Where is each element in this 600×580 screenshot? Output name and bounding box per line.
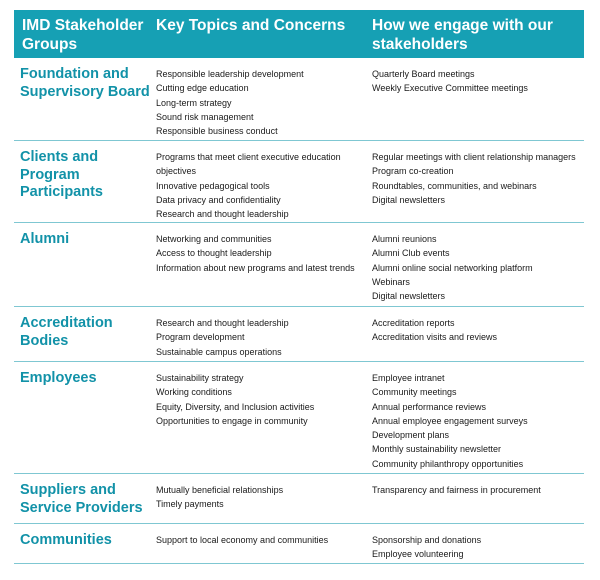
topic-item: Programs that meet client executive education objectives [156, 152, 341, 177]
engagement-list [370, 307, 584, 361]
engagement-item: Program co-creation [372, 166, 454, 177]
table-row [14, 307, 584, 362]
header-key-topics: Key Topics and Concerns [156, 17, 346, 34]
topic-item: Research and thought leadership [156, 318, 289, 328]
topic-item: Equity, Diversity, and Inclusion activities [156, 401, 315, 412]
engagement-item: Employee volunteering [372, 549, 464, 560]
topic-item: Networking and communities [156, 234, 272, 244]
stakeholder-group-name: Accreditation Bodies [20, 315, 113, 349]
engagement-item: Accreditation visits and reviews [372, 332, 498, 343]
table-row [14, 524, 584, 564]
table-row [14, 474, 584, 524]
stakeholder-table [14, 10, 584, 564]
topic-item: Cutting edge education [156, 83, 249, 94]
engagement-item: Annual performance reviews [372, 401, 487, 412]
engagement-item: Transparency and fairness in procurement [372, 485, 541, 495]
engagement-item: Alumni online social networking platform [372, 262, 533, 273]
table-row [14, 58, 584, 141]
table-row [14, 223, 584, 307]
engagement-item: Digital newsletters [372, 194, 446, 205]
stakeholder-group-name: Clients and Program Participants [20, 149, 103, 200]
topics-list [154, 362, 370, 473]
topic-item: Sound risk management [156, 111, 254, 122]
topics-list [154, 524, 370, 563]
topic-item: Responsible business conduct [156, 126, 278, 137]
engagement-item: Annual employee engagement surveys [372, 415, 528, 426]
engagement-item: Employee intranet [372, 373, 445, 383]
topic-item: Access to thought leadership [156, 248, 272, 259]
engagement-item: Community meetings [372, 387, 457, 398]
topics-list [154, 474, 370, 523]
topic-item: Responsible leadership development [156, 69, 304, 79]
table-header [14, 10, 584, 58]
topic-item: Sustainable campus operations [156, 346, 282, 357]
engagement-item: Roundtables, communities, and webinars [372, 180, 537, 191]
engagement-item: Webinars [372, 276, 410, 287]
stakeholder-group-name: Alumni [20, 231, 70, 247]
engagement-item: Quarterly Board meetings [372, 69, 475, 79]
table-row [14, 141, 584, 223]
engagement-list [370, 362, 584, 473]
engagement-item: Regular meetings with client relationship managers [372, 152, 576, 162]
stakeholder-group-name: Employees [20, 370, 97, 386]
stakeholder-group-name: Communities [20, 532, 112, 548]
engagement-list [370, 474, 584, 523]
stakeholder-group-name: Suppliers and Service Providers [20, 482, 143, 516]
topic-item: Long-term strategy [156, 97, 232, 108]
engagement-list [370, 223, 584, 306]
topics-list [154, 58, 370, 140]
engagement-list [370, 58, 584, 140]
header-stakeholder-groups: IMD Stakeholder Groups [22, 17, 144, 53]
topic-item: Support to local economy and communities [156, 535, 329, 545]
topics-list [154, 223, 370, 306]
engagement-item: Monthly sustainability newsletter [372, 444, 502, 455]
topics-list [154, 307, 370, 361]
engagement-item: Alumni reunions [372, 234, 437, 244]
table-row [14, 362, 584, 474]
topic-item: Working conditions [156, 387, 232, 398]
engagement-item: Sponsorship and donations [372, 535, 482, 545]
engagement-list [370, 141, 584, 222]
header-engagement: How we engage with our stakeholders [372, 17, 553, 53]
engagement-item: Digital newsletters [372, 291, 446, 302]
topic-item: Opportunities to engage in community [156, 415, 308, 426]
topic-item: Sustainability strategy [156, 373, 244, 383]
topic-item: Research and thought leadership [156, 209, 289, 220]
topic-item: Innovative pedagogical tools [156, 180, 270, 191]
topic-item: Information about new programs and latest trends [156, 262, 355, 273]
topic-item: Timely payments [156, 499, 224, 510]
engagement-item: Accreditation reports [372, 318, 455, 328]
engagement-item: Community philanthropy opportunities [372, 458, 524, 469]
topic-item: Mutually beneficial relationships [156, 485, 284, 495]
engagement-item: Alumni Club events [372, 248, 450, 259]
topics-list [154, 141, 370, 222]
engagement-list [370, 524, 584, 563]
stakeholder-group-name: Foundation and Supervisory Board [20, 66, 150, 100]
engagement-item: Development plans [372, 430, 450, 441]
topic-item: Data privacy and confidentiality [156, 194, 281, 205]
engagement-item: Weekly Executive Committee meetings [372, 83, 528, 94]
topic-item: Program development [156, 332, 245, 343]
